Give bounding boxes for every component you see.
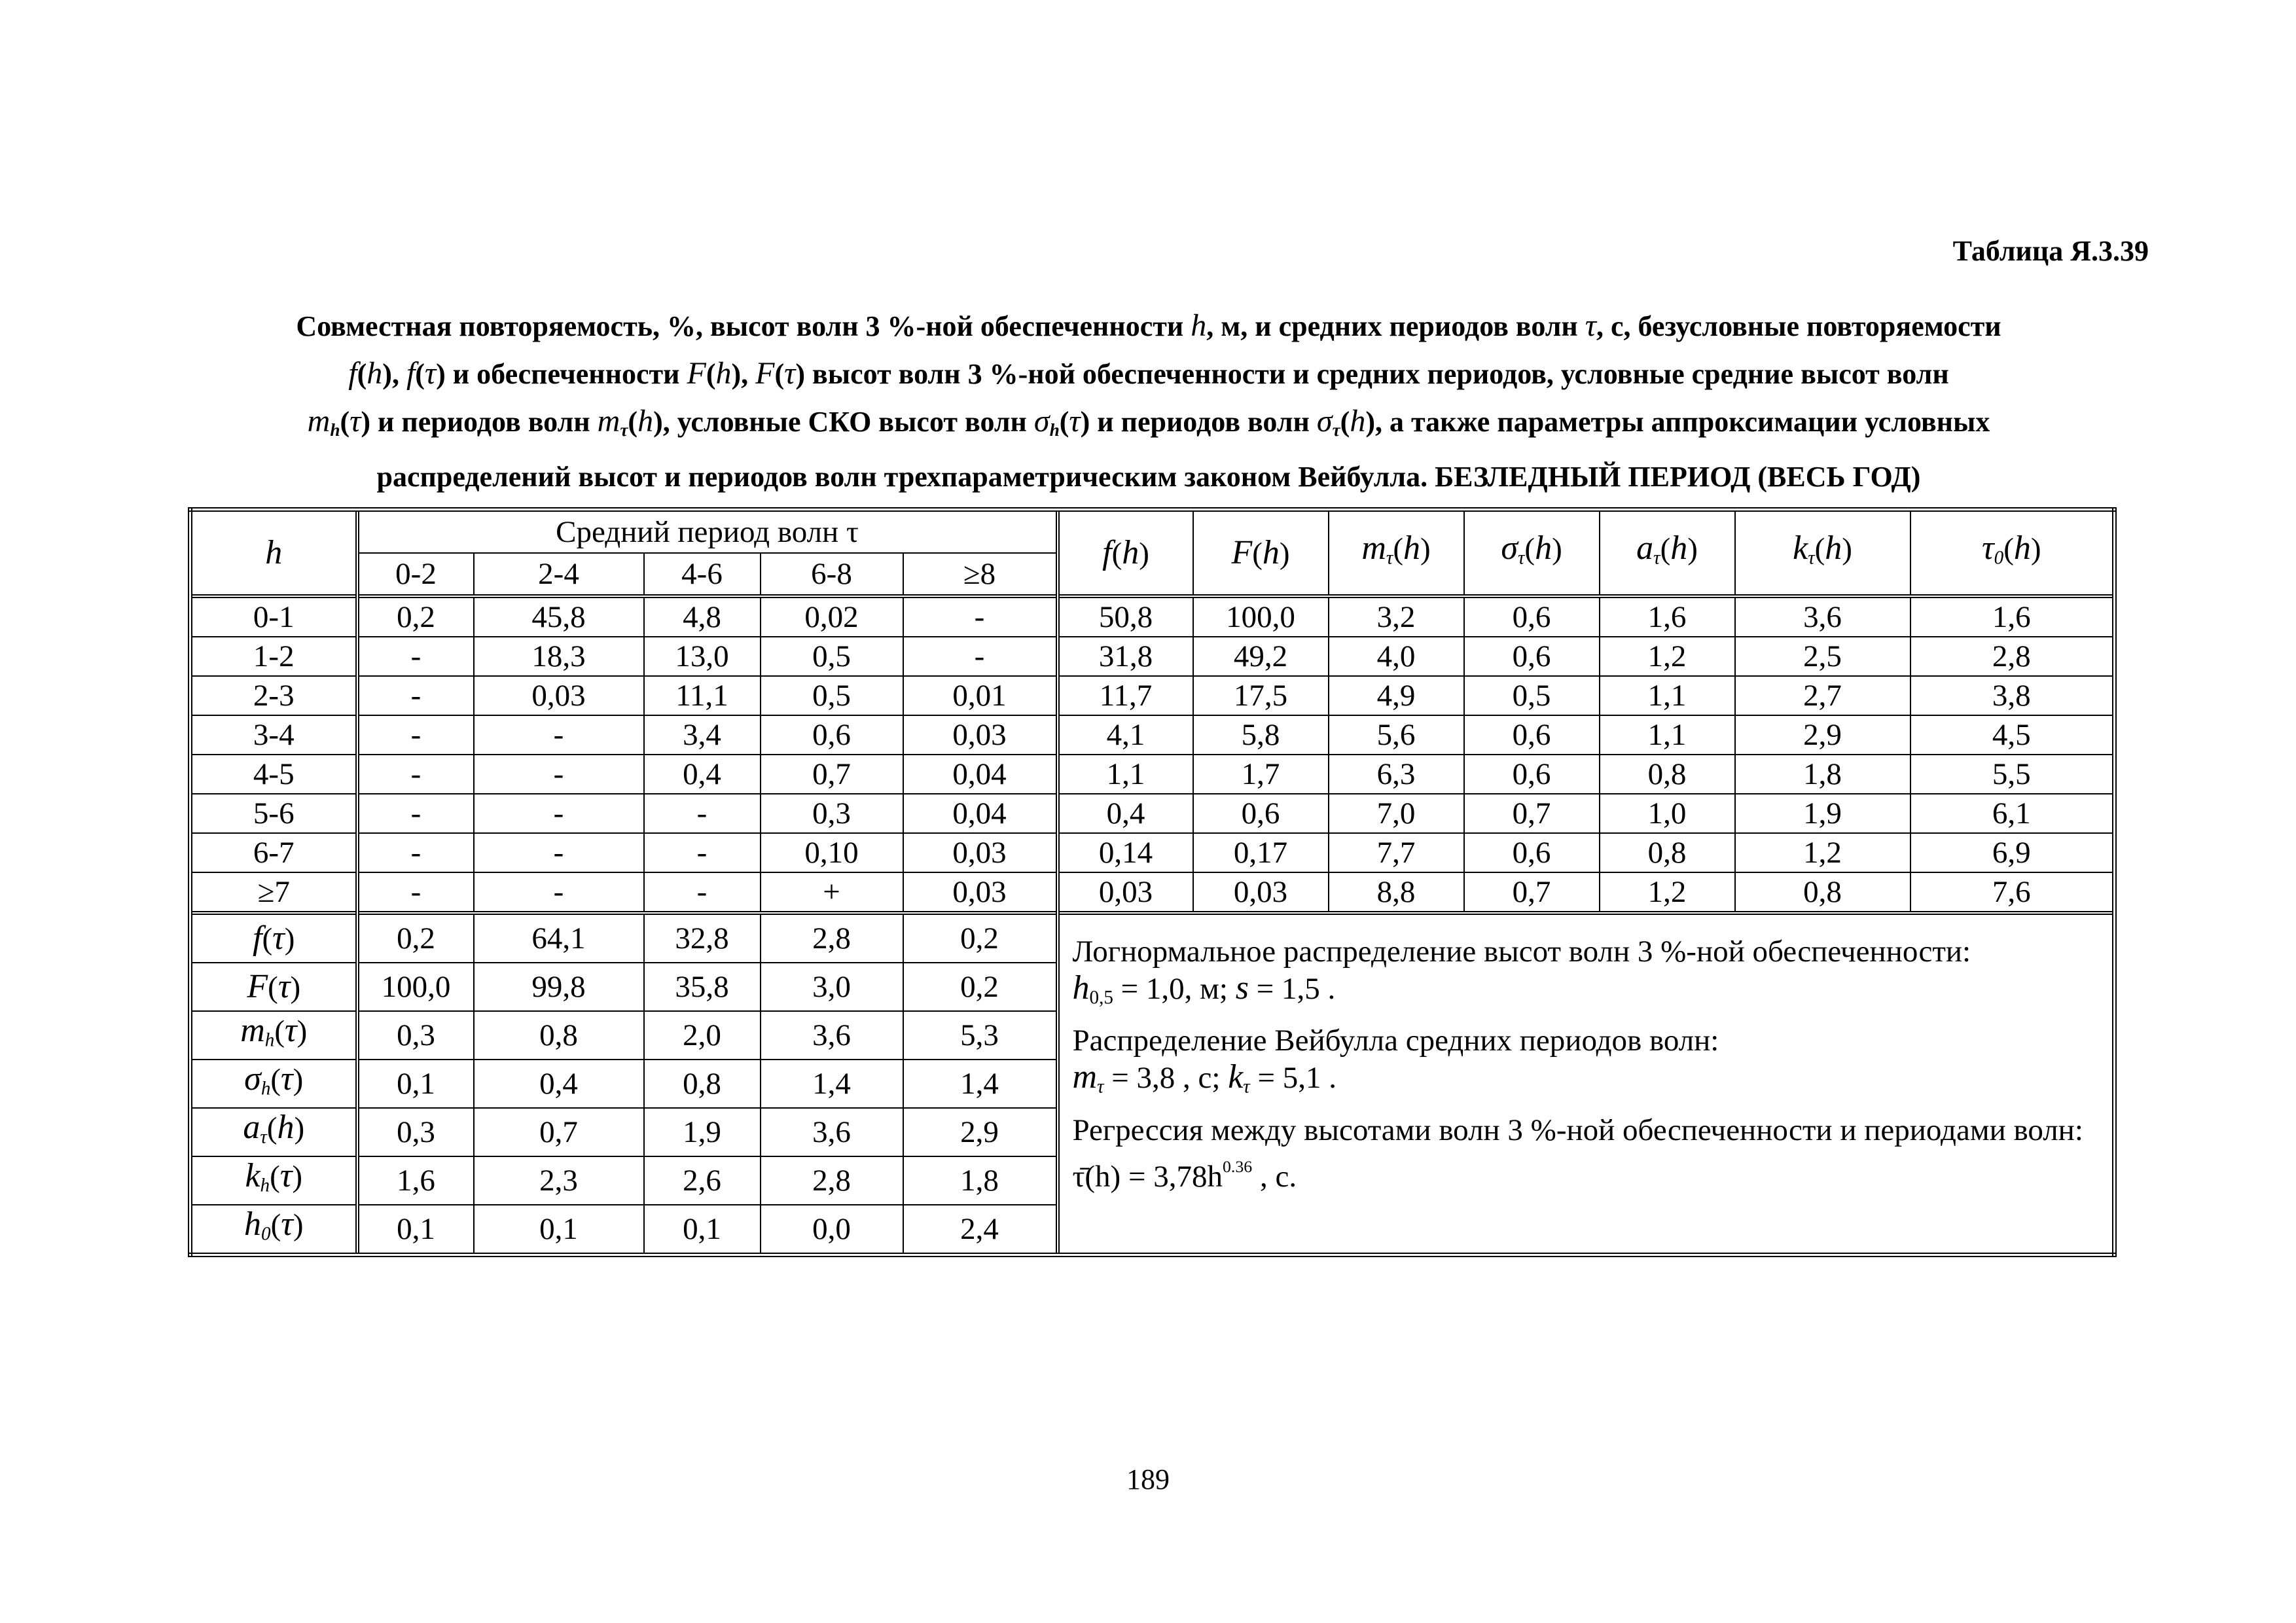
col-header-k-tau-h: $k_\tau(h)$ xyxy=(1735,510,1910,597)
approximation-note xyxy=(1058,913,2115,1255)
table-row xyxy=(190,833,2115,872)
cell-joint-frequency: - xyxy=(474,715,644,755)
cell-summary-value: 3,6 xyxy=(761,1108,903,1156)
cell-joint-frequency: 0,03 xyxy=(474,676,644,715)
caption-line-2: f(h), f(τ) и обеспеченности F(h), F(τ) высот волн 3 %-ной обеспеченности и средних периодов, условные средние высот волн xyxy=(348,356,1949,391)
caption-line-3: $m_h(\tau)$ и периодов волн $m_\tau(h)$, условные СКО высот волн $\sigma_h(\tau)$ и периодов волн $\sigma_\tau(h)$, а также параметры аппроксимации условных xyxy=(307,404,1990,440)
cell-a-tau-h: 1,0 xyxy=(1600,794,1735,833)
cell-tau0-h: 6,9 xyxy=(1910,833,2115,872)
cell-joint-frequency: 11,1 xyxy=(644,676,761,715)
cell-F-h: 0,03 xyxy=(1193,872,1329,913)
cell-m-tau-h: 3,2 xyxy=(1329,596,1464,637)
cell-m-tau-h: 4,0 xyxy=(1329,637,1464,676)
table-row xyxy=(190,872,2115,913)
cell-summary-value: 2,9 xyxy=(903,1108,1058,1156)
cell-summary-value: 99,8 xyxy=(474,963,644,1011)
cell-summary-value: 2,8 xyxy=(761,1156,903,1205)
cell-summary-value: 0,4 xyxy=(474,1060,644,1108)
cell-summary-value: 3,6 xyxy=(761,1011,903,1060)
cell-joint-frequency: - xyxy=(474,833,644,872)
cell-summary-value: 2,6 xyxy=(644,1156,761,1205)
cell-summary-value: 0,2 xyxy=(903,913,1058,963)
cell-f-h: 1,1 xyxy=(1058,755,1193,794)
cell-f-h: 4,1 xyxy=(1058,715,1193,755)
cell-k-tau-h: 1,9 xyxy=(1735,794,1910,833)
col-header-period-bin: 2-4 xyxy=(474,553,644,596)
cell-a-tau-h: 1,1 xyxy=(1600,715,1735,755)
cell-joint-frequency: 13,0 xyxy=(644,637,761,676)
cell-a-tau-h: 1,1 xyxy=(1600,676,1735,715)
col-header-m-tau-h: $m_\tau(h)$ xyxy=(1329,510,1464,597)
summary-label-sigma-h-tau: $\sigma_h(\tau)$ xyxy=(190,1060,357,1108)
cell-f-h: 31,8 xyxy=(1058,637,1193,676)
cell-m-tau-h: 6,3 xyxy=(1329,755,1464,794)
cell-tau0-h: 7,6 xyxy=(1910,872,2115,913)
cell-h-range: 1-2 xyxy=(190,637,357,676)
table-row xyxy=(190,637,2115,676)
cell-summary-value: 2,0 xyxy=(644,1011,761,1060)
caption-line-1: Совместная повторяемость, %, высот волн 3 %-ной обеспеченности h, м, и средних периодов волн τ, с, безусловные повторяемости xyxy=(296,308,2001,343)
cell-joint-frequency: 0,04 xyxy=(903,755,1058,794)
cell-joint-frequency: - xyxy=(644,794,761,833)
cell-joint-frequency: - xyxy=(903,637,1058,676)
cell-joint-frequency: 0,02 xyxy=(761,596,903,637)
cell-h-range: 6-7 xyxy=(190,833,357,872)
cell-summary-value: 0,1 xyxy=(357,1205,474,1255)
table-row xyxy=(190,715,2115,755)
cell-joint-frequency: - xyxy=(474,794,644,833)
summary-label-m-h-tau: $m_h(\tau)$ xyxy=(190,1011,357,1060)
col-header-sigma-tau-h: $\sigma_\tau(h)$ xyxy=(1464,510,1600,597)
cell-tau0-h: 2,8 xyxy=(1910,637,2115,676)
header-row-1 xyxy=(190,510,2115,554)
cell-joint-frequency: - xyxy=(644,833,761,872)
cell-joint-frequency: - xyxy=(357,637,474,676)
cell-joint-frequency: - xyxy=(644,872,761,913)
cell-tau0-h: 3,8 xyxy=(1910,676,2115,715)
cell-sigma-tau-h: 0,6 xyxy=(1464,833,1600,872)
cell-f-h: 50,8 xyxy=(1058,596,1193,637)
col-header-a-tau-h: $a_\tau(h)$ xyxy=(1600,510,1735,597)
cell-joint-frequency: 4,8 xyxy=(644,596,761,637)
cell-summary-value: 2,3 xyxy=(474,1156,644,1205)
cell-summary-value: 0,2 xyxy=(357,913,474,963)
cell-summary-value: 0,1 xyxy=(474,1205,644,1255)
cell-summary-value: 100,0 xyxy=(357,963,474,1011)
cell-sigma-tau-h: 0,7 xyxy=(1464,872,1600,913)
cell-summary-value: 64,1 xyxy=(474,913,644,963)
cell-joint-frequency: - xyxy=(357,794,474,833)
cell-k-tau-h: 1,2 xyxy=(1735,833,1910,872)
summary-label-a-tau-h: $a_\tau(h)$ xyxy=(190,1108,357,1156)
cell-joint-frequency: - xyxy=(357,676,474,715)
cell-summary-value: 35,8 xyxy=(644,963,761,1011)
note-regression: Регрессия между высотами волн 3 %-ной обеспеченности и периодами волн: τ̄(h) = $3,78h^{0.36}$ , с. xyxy=(1072,1113,2083,1194)
cell-k-tau-h: 3,6 xyxy=(1735,596,1910,637)
cell-joint-frequency: 0,01 xyxy=(903,676,1058,715)
col-header-period-bin: 6-8 xyxy=(761,553,903,596)
cell-joint-frequency: 0,5 xyxy=(761,676,903,715)
cell-tau0-h: 5,5 xyxy=(1910,755,2115,794)
cell-joint-frequency: 45,8 xyxy=(474,596,644,637)
page-number: 189 xyxy=(1126,1463,1170,1495)
cell-sigma-tau-h: 0,6 xyxy=(1464,596,1600,637)
summary-label-F-tau: F(τ) xyxy=(190,963,357,1011)
cell-summary-value: 32,8 xyxy=(644,913,761,963)
cell-sigma-tau-h: 0,6 xyxy=(1464,755,1600,794)
cell-tau0-h: 1,6 xyxy=(1910,596,2115,637)
cell-m-tau-h: 4,9 xyxy=(1329,676,1464,715)
cell-f-h: 0,14 xyxy=(1058,833,1193,872)
cell-h-range: 4-5 xyxy=(190,755,357,794)
cell-a-tau-h: 0,8 xyxy=(1600,833,1735,872)
cell-h-range: 0-1 xyxy=(190,596,357,637)
cell-sigma-tau-h: 0,6 xyxy=(1464,715,1600,755)
cell-summary-value: 2,8 xyxy=(761,913,903,963)
cell-summary-value: 2,4 xyxy=(903,1205,1058,1255)
table-label: Таблица Я.3.39 xyxy=(1952,235,2149,267)
cell-f-h: 0,03 xyxy=(1058,872,1193,913)
col-header-period-bin: 0-2 xyxy=(357,553,474,596)
cell-joint-frequency: - xyxy=(474,872,644,913)
cell-a-tau-h: 1,2 xyxy=(1600,872,1735,913)
cell-h-range: 2-3 xyxy=(190,676,357,715)
col-header-period-bin: ≥8 xyxy=(903,553,1058,596)
cell-summary-value: 1,8 xyxy=(903,1156,1058,1205)
cell-joint-frequency: 0,04 xyxy=(903,794,1058,833)
cell-joint-frequency: 3,4 xyxy=(644,715,761,755)
cell-F-h: 1,7 xyxy=(1193,755,1329,794)
col-header-h: h xyxy=(190,510,357,597)
cell-h-range: 3-4 xyxy=(190,715,357,755)
cell-summary-value: 0,8 xyxy=(644,1060,761,1108)
col-header-period-group: Средний период волн τ xyxy=(357,510,1058,554)
table-row xyxy=(190,794,2115,833)
cell-summary-value: 0,1 xyxy=(357,1060,474,1108)
summary-label-k-h-tau: $k_h(\tau)$ xyxy=(190,1156,357,1205)
cell-joint-frequency: 0,2 xyxy=(357,596,474,637)
cell-joint-frequency: - xyxy=(357,755,474,794)
cell-F-h: 100,0 xyxy=(1193,596,1329,637)
cell-joint-frequency: 0,6 xyxy=(761,715,903,755)
caption-line-4: распределений высот и периодов волн трехпараметрическим законом Вейбулла. БЕЗЛЕДНЫЙ ПЕРИОД (ВЕСЬ ГОД) xyxy=(376,460,1921,493)
cell-m-tau-h: 5,6 xyxy=(1329,715,1464,755)
cell-joint-frequency: 0,7 xyxy=(761,755,903,794)
note-lognormal: Логнормальное распределение высот волн 3 %-ной обеспеченности: $h_{0,5} = 1,0$, м; s = 1,5 . xyxy=(1072,935,1971,1008)
cell-F-h: 0,17 xyxy=(1193,833,1329,872)
summary-label-f-tau: f(τ) xyxy=(190,913,357,963)
table-row xyxy=(190,676,2115,715)
cell-summary-value: 0,7 xyxy=(474,1108,644,1156)
cell-joint-frequency: 0,3 xyxy=(761,794,903,833)
cell-summary-value: 0,3 xyxy=(357,1011,474,1060)
cell-m-tau-h: 7,7 xyxy=(1329,833,1464,872)
cell-sigma-tau-h: 0,6 xyxy=(1464,637,1600,676)
cell-m-tau-h: 8,8 xyxy=(1329,872,1464,913)
cell-summary-value: 1,4 xyxy=(903,1060,1058,1108)
cell-F-h: 0,6 xyxy=(1193,794,1329,833)
cell-k-tau-h: 2,9 xyxy=(1735,715,1910,755)
cell-a-tau-h: 0,8 xyxy=(1600,755,1735,794)
cell-joint-frequency: 0,4 xyxy=(644,755,761,794)
cell-joint-frequency: + xyxy=(761,872,903,913)
cell-joint-frequency: 0,03 xyxy=(903,872,1058,913)
cell-F-h: 49,2 xyxy=(1193,637,1329,676)
cell-k-tau-h: 1,8 xyxy=(1735,755,1910,794)
cell-m-tau-h: 7,0 xyxy=(1329,794,1464,833)
table-caption xyxy=(151,302,2147,501)
cell-summary-value: 1,4 xyxy=(761,1060,903,1108)
cell-summary-value: 3,0 xyxy=(761,963,903,1011)
cell-f-h: 0,4 xyxy=(1058,794,1193,833)
cell-joint-frequency: 0,5 xyxy=(761,637,903,676)
cell-joint-frequency: 0,03 xyxy=(903,833,1058,872)
cell-summary-value: 0,8 xyxy=(474,1011,644,1060)
cell-F-h: 17,5 xyxy=(1193,676,1329,715)
cell-joint-frequency: - xyxy=(474,755,644,794)
cell-summary-value: 0,3 xyxy=(357,1108,474,1156)
cell-joint-frequency: - xyxy=(903,596,1058,637)
cell-summary-value: 1,6 xyxy=(357,1156,474,1205)
cell-k-tau-h: 2,7 xyxy=(1735,676,1910,715)
regression-formula: τ̄(h) = 3,78h xyxy=(1072,1159,1223,1194)
cell-summary-value: 5,3 xyxy=(903,1011,1058,1060)
table-row xyxy=(190,755,2115,794)
col-header-period-bin: 4-6 xyxy=(644,553,761,596)
cell-k-tau-h: 0,8 xyxy=(1735,872,1910,913)
summary-row xyxy=(190,913,2115,963)
data-body xyxy=(190,596,2115,913)
cell-summary-value: 0,0 xyxy=(761,1205,903,1255)
cell-sigma-tau-h: 0,7 xyxy=(1464,794,1600,833)
cell-joint-frequency: 0,10 xyxy=(761,833,903,872)
note-weibull: Распределение Вейбулла средних периодов волн: $m_\tau = 3,8$ , с; $k_\tau = 5,1$ . xyxy=(1072,1024,1719,1097)
cell-a-tau-h: 1,6 xyxy=(1600,596,1735,637)
cell-joint-frequency: - xyxy=(357,833,474,872)
cell-summary-value: 1,9 xyxy=(644,1108,761,1156)
cell-F-h: 5,8 xyxy=(1193,715,1329,755)
cell-k-tau-h: 2,5 xyxy=(1735,637,1910,676)
cell-tau0-h: 6,1 xyxy=(1910,794,2115,833)
cell-joint-frequency: - xyxy=(357,715,474,755)
col-header-tau0-h: $\tau_0(h)$ xyxy=(1910,510,2115,597)
cell-sigma-tau-h: 0,5 xyxy=(1464,676,1600,715)
cell-a-tau-h: 1,2 xyxy=(1600,637,1735,676)
cell-joint-frequency: - xyxy=(357,872,474,913)
cell-h-range: 5-6 xyxy=(190,794,357,833)
summary-label-h0-tau: $h_0(\tau)$ xyxy=(190,1205,357,1255)
cell-tau0-h: 4,5 xyxy=(1910,715,2115,755)
col-header-F-h: F(h) xyxy=(1193,510,1329,597)
summary-body xyxy=(190,913,2115,1255)
cell-summary-value: 0,1 xyxy=(644,1205,761,1255)
wave-statistics-table xyxy=(188,507,2117,1257)
table-row xyxy=(190,596,2115,637)
cell-joint-frequency: 18,3 xyxy=(474,637,644,676)
cell-h-range: ≥7 xyxy=(190,872,357,913)
col-header-f-h: f(h) xyxy=(1058,510,1193,597)
cell-f-h: 11,7 xyxy=(1058,676,1193,715)
cell-summary-value: 0,2 xyxy=(903,963,1058,1011)
cell-joint-frequency: 0,03 xyxy=(903,715,1058,755)
